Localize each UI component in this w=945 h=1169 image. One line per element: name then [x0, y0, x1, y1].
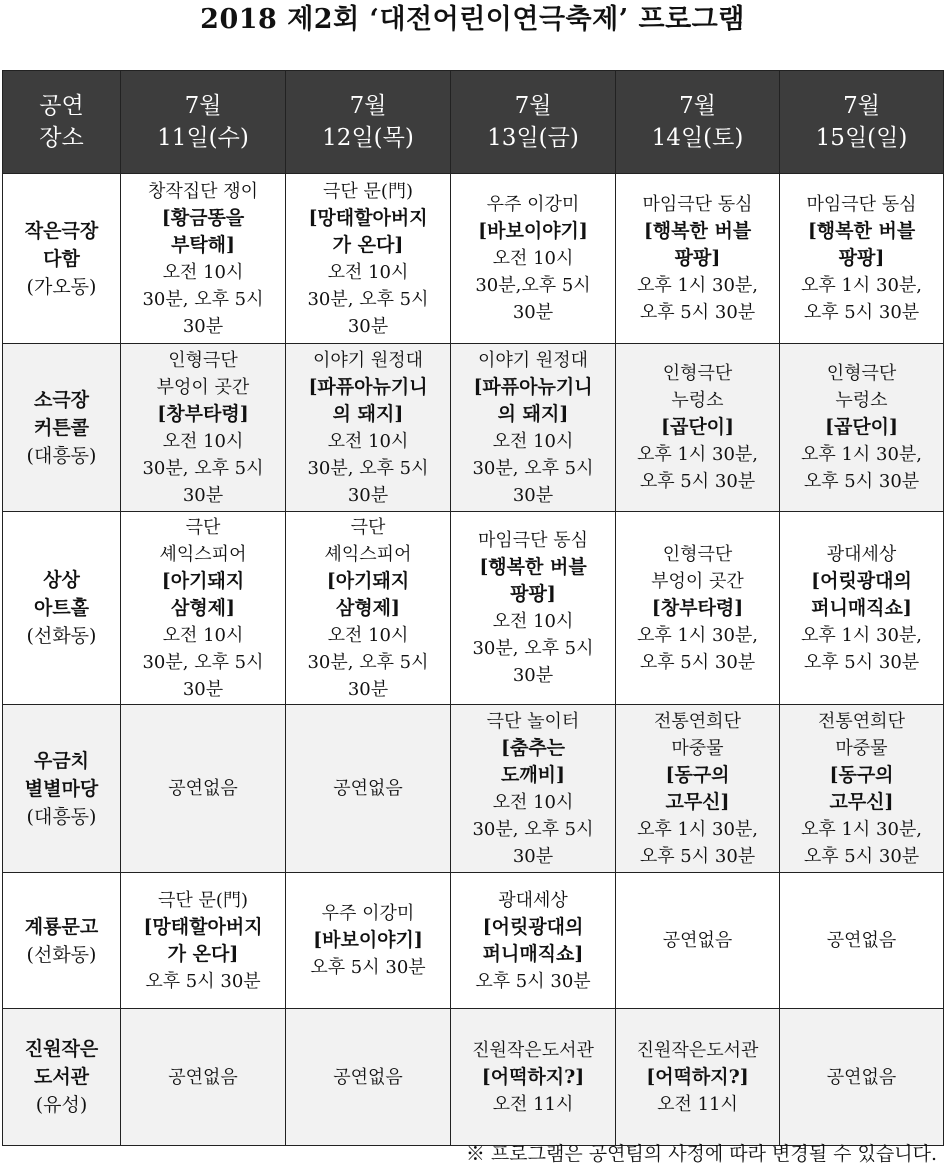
- company-name: 극단 놀이터: [486, 710, 580, 732]
- show-time: 오전 10시: [162, 430, 244, 452]
- show-title: [바보이야기]: [313, 929, 423, 951]
- show-title: [어떡하지?]: [481, 1065, 585, 1088]
- venue-cell: [3, 705, 121, 873]
- show-time: 30분, 오후 5시: [142, 651, 264, 673]
- show-time: 30분: [347, 678, 389, 700]
- venue-name-text: 커튼콜: [33, 416, 90, 439]
- show-title: 삼형제]: [335, 596, 401, 619]
- venue-name-text: 도서관: [33, 1066, 90, 1088]
- show-time: 오전 11시: [657, 1093, 738, 1115]
- table-row: [3, 705, 944, 873]
- company-name: 우주 이강미: [486, 194, 580, 215]
- show-time: 오후 5시 30분: [145, 970, 261, 992]
- schedule-cell: [451, 174, 616, 344]
- schedule-cell: [286, 1009, 451, 1146]
- show-time: 30분: [347, 315, 389, 337]
- show-time: 30분, 오후 5시: [472, 818, 594, 840]
- schedule-cell: [121, 705, 286, 873]
- company-name: 마임극단 동심: [477, 530, 589, 551]
- schedule-cell: [121, 344, 286, 512]
- company-name: 인형극단: [826, 363, 897, 384]
- show-title: [어릿광대의: [811, 569, 912, 592]
- show-time: 오후 1시 30분,: [636, 624, 759, 646]
- show-time: 30분: [512, 302, 554, 323]
- header-day-line: 7월: [843, 93, 880, 119]
- header-row: [3, 71, 944, 174]
- header-day-line: 7월: [679, 93, 716, 119]
- show-time: 30분,오후 5시: [475, 275, 591, 296]
- company-name: 창작집단 쟁이: [147, 180, 259, 202]
- show-title: [곱단이]: [660, 416, 735, 438]
- show-time: 30분, 오후 5시: [307, 288, 429, 310]
- venue-name: [7, 594, 116, 622]
- schedule-cell: [451, 1009, 616, 1146]
- schedule-cell: [780, 174, 944, 344]
- venue-name-text: 작은극장: [24, 219, 99, 242]
- schedule-cell: [121, 1009, 286, 1146]
- header-venue-line: 장소: [39, 125, 84, 151]
- schedule-cell: [286, 174, 451, 344]
- show-title: [망태할아버지: [143, 915, 263, 938]
- show-time: 오후 1시 30분,: [636, 818, 759, 840]
- show-time: 오전 10시: [327, 430, 409, 452]
- show-title: [파퓨아뉴기니: [308, 375, 428, 398]
- program-table: [2, 70, 944, 1146]
- show-title: 팡팡]: [674, 247, 721, 269]
- show-time: 오후 5시 30분: [803, 302, 920, 323]
- schedule-cell: [780, 705, 944, 873]
- show-time: 오전 10시: [492, 248, 574, 269]
- venue-name-text: 별별마당: [24, 777, 99, 800]
- schedule-cell: [616, 1009, 780, 1146]
- company-name: 진원작은도서관: [472, 1039, 594, 1061]
- header-day: [286, 71, 451, 174]
- show-time: 오후 1시 30분,: [800, 275, 923, 296]
- company-name: 마중물: [671, 737, 724, 759]
- show-title: 가 온다]: [332, 233, 404, 256]
- venue-cell: [3, 1009, 121, 1146]
- venue-name-text: 다함: [43, 247, 80, 270]
- schedule-cell: [616, 344, 780, 512]
- company-name: 진원작은도서관: [636, 1039, 759, 1061]
- show-title: [동구의: [665, 763, 730, 786]
- show-time: 오후 5시 30분: [475, 970, 591, 992]
- company-name: 인형극단: [662, 363, 733, 384]
- company-name: 극단: [185, 516, 221, 538]
- show-time: 30분: [512, 845, 554, 867]
- show-time: 30분: [512, 665, 554, 686]
- venue-name: [7, 913, 116, 941]
- venue-name: [7, 245, 116, 273]
- company-name: 부엉이 곳간: [156, 376, 250, 398]
- venue-name: [7, 1063, 116, 1091]
- schedule-cell: [286, 344, 451, 512]
- show-time: 오후 1시 30분,: [636, 444, 759, 465]
- show-title: [행복한 버블: [643, 220, 752, 242]
- header-day-line: 15일(일): [815, 125, 908, 151]
- company-name: 부엉이 곳간: [651, 570, 744, 592]
- company-name: 인형극단: [662, 543, 733, 565]
- show-time: 오전 10시: [327, 624, 409, 646]
- no-performance: 공연없음: [662, 930, 733, 951]
- company-name: 인형극단: [168, 349, 238, 371]
- show-time: 30분, 오후 5시: [142, 288, 264, 310]
- table-row: [3, 1009, 944, 1146]
- header-venue: [3, 71, 121, 174]
- venue-name: [7, 1035, 116, 1063]
- header-day-line: 7월: [514, 93, 552, 119]
- venue-name-text: 소극장: [33, 388, 90, 411]
- show-title: [행복한 버블: [479, 556, 587, 578]
- company-name: 극단 문(門): [323, 180, 413, 202]
- no-performance: 공연없음: [333, 1066, 403, 1088]
- no-performance: 공연없음: [826, 930, 897, 951]
- table-row: [3, 512, 944, 705]
- show-title: 가 온다]: [167, 942, 239, 965]
- show-time: 오전 10시: [162, 624, 244, 646]
- schedule-cell: [616, 873, 780, 1009]
- venue-name: [7, 386, 116, 414]
- header-day: [780, 71, 944, 174]
- show-time: 오후 5시 30분: [639, 302, 756, 323]
- schedule-cell: [616, 174, 780, 344]
- company-name: 전통연희단: [654, 710, 741, 732]
- header-day-line: 11일(수): [157, 125, 249, 151]
- show-title: 도깨비]: [500, 763, 566, 786]
- schedule-cell: [451, 873, 616, 1009]
- schedule-cell: [780, 344, 944, 512]
- show-title: [행복한 버블: [807, 220, 916, 242]
- show-time: 오전 11시: [492, 1093, 574, 1115]
- header-day: [616, 71, 780, 174]
- venue-name: [7, 747, 116, 775]
- show-title: [동구의: [829, 763, 894, 786]
- company-name: 우주 이강미: [321, 903, 415, 924]
- show-title: 의 돼지]: [497, 402, 569, 425]
- show-title: 고무신]: [665, 790, 730, 813]
- company-name: 누렁소: [671, 390, 724, 411]
- header-day: [121, 71, 286, 174]
- show-time: 오후 5시 30분: [803, 651, 920, 673]
- show-title: [춤추는: [500, 736, 566, 759]
- schedule-cell: [451, 344, 616, 512]
- show-time: 오후 5시 30분: [310, 957, 426, 978]
- schedule-cell: [780, 1009, 944, 1146]
- show-time: 오후 5시 30분: [639, 845, 756, 867]
- show-title: 고무신]: [829, 790, 894, 813]
- schedule-cell: [451, 705, 616, 873]
- schedule-cell: [616, 512, 780, 705]
- show-time: 30분, 오후 5시: [472, 638, 594, 659]
- show-title: 퍼니매직쇼]: [811, 596, 912, 619]
- venue-district: (유성): [35, 1094, 88, 1116]
- venue-name-text: 상상: [43, 569, 80, 591]
- venue-district: (대흥동): [26, 444, 97, 467]
- venue-name: [7, 566, 116, 594]
- show-title: [황금똥을: [161, 206, 245, 229]
- show-time: 오후 1시 30분,: [636, 275, 759, 296]
- show-time: 오전 10시: [492, 430, 574, 452]
- company-name: 이야기 원정대: [477, 349, 589, 371]
- show-title: 부탁해]: [170, 233, 236, 256]
- show-title: 팡팡]: [838, 247, 885, 269]
- show-time: 오후 1시 30분,: [800, 818, 923, 840]
- show-time: 30분, 오후 5시: [307, 457, 429, 479]
- company-name: 광대세상: [826, 543, 897, 565]
- header-day-line: 12일(목): [322, 125, 414, 151]
- company-name: 마중물: [835, 737, 888, 759]
- venue-cell: [3, 512, 121, 705]
- schedule-cell: [286, 873, 451, 1009]
- no-performance: 공연없음: [826, 1066, 897, 1088]
- show-title: [창부타령]: [157, 402, 249, 425]
- show-time: 오후 1시 30분,: [800, 624, 923, 646]
- show-time: 오전 10시: [492, 791, 574, 813]
- schedule-cell: [616, 705, 780, 873]
- company-name: 마임극단 동심: [642, 194, 753, 215]
- venue-name: [7, 775, 116, 803]
- venue-name-text: 우금치: [33, 749, 90, 772]
- venue-cell: [3, 873, 121, 1009]
- show-time: 오후 5시 30분: [639, 471, 756, 492]
- venue-name: [7, 414, 116, 442]
- show-title: 삼형제]: [170, 596, 236, 619]
- show-time: 오전 10시: [162, 261, 244, 283]
- company-name: 전통연희단: [818, 710, 905, 732]
- show-time: 오전 10시: [327, 261, 409, 283]
- page-title: 2018 제2회 ‘대전어린이연극축제’ 프로그램: [200, 4, 745, 35]
- show-title: [아기돼지: [326, 569, 410, 592]
- no-performance: 공연없음: [333, 778, 403, 799]
- show-title: [망태할아버지: [308, 206, 428, 229]
- header-day-line: 13일(금): [487, 125, 579, 151]
- table-row: [3, 873, 944, 1009]
- header-day-line: 14일(토): [651, 125, 744, 151]
- header-day-line: 7월: [349, 93, 387, 119]
- venue-name-text: 계룡문고: [24, 915, 99, 938]
- venue-district: (가오동): [26, 275, 97, 298]
- header-day: [451, 71, 616, 174]
- company-name: 광대세상: [498, 889, 568, 911]
- venue-cell: [3, 344, 121, 512]
- show-time: 30분, 오후 5시: [307, 651, 429, 673]
- schedule-cell: [780, 873, 944, 1009]
- header-day-line: 7월: [184, 93, 222, 119]
- schedule-cell: [451, 512, 616, 705]
- show-title: [곱단이]: [824, 416, 899, 438]
- company-name: 셰익스피어: [324, 543, 412, 565]
- show-title: [어릿광대의: [482, 915, 584, 938]
- company-name: 셰익스피어: [159, 543, 247, 565]
- schedule-cell: [121, 174, 286, 344]
- show-time: 30분: [182, 484, 224, 506]
- company-name: 마임극단 동심: [806, 194, 917, 215]
- show-time: 30분, 오후 5시: [472, 457, 594, 479]
- show-time: 30분: [182, 315, 224, 337]
- show-time: 오후 5시 30분: [803, 471, 920, 492]
- no-performance: 공연없음: [168, 1066, 238, 1088]
- venue-district: (선화동): [26, 625, 97, 647]
- header-venue-line: 공연: [39, 93, 84, 119]
- show-time: 오후 1시 30분,: [800, 444, 923, 465]
- show-time: 오후 5시 30분: [803, 845, 920, 867]
- show-title: [아기돼지: [161, 569, 245, 592]
- no-performance: 공연없음: [168, 778, 238, 799]
- show-time: 30분, 오후 5시: [142, 457, 264, 479]
- show-time: 30분: [512, 484, 554, 506]
- venue-name: [7, 217, 116, 245]
- show-title: 팡팡]: [510, 583, 556, 605]
- schedule-cell: [121, 873, 286, 1009]
- show-title: [파퓨아뉴기니: [473, 375, 593, 398]
- show-title: [어떡하지?]: [646, 1065, 749, 1088]
- table-row: [3, 174, 944, 344]
- show-title: [바보이야기]: [478, 220, 588, 242]
- show-time: 오전 10시: [492, 611, 574, 632]
- show-time: 30분: [182, 678, 224, 700]
- schedule-cell: [286, 705, 451, 873]
- show-time: 30분: [347, 484, 389, 506]
- company-name: 누렁소: [835, 390, 888, 411]
- venue-district: (대흥동): [26, 805, 97, 828]
- schedule-cell: [286, 512, 451, 705]
- show-title: 의 돼지]: [332, 402, 404, 425]
- show-time: 오후 5시 30분: [639, 651, 756, 673]
- schedule-cell: [780, 512, 944, 705]
- table-row: [3, 344, 944, 512]
- company-name: 이야기 원정대: [312, 349, 424, 371]
- venue-cell: [3, 174, 121, 344]
- schedule-cell: [121, 512, 286, 705]
- program-body: [3, 174, 944, 1146]
- company-name: 극단: [350, 516, 386, 538]
- venue-name-text: 아트홀: [33, 597, 90, 619]
- company-name: 극단 문(門): [158, 889, 248, 911]
- show-title: 퍼니매직쇼]: [482, 942, 584, 965]
- venue-name-text: 진원작은: [24, 1038, 99, 1060]
- venue-district: (선화동): [26, 943, 97, 966]
- show-title: [창부타령]: [651, 596, 744, 619]
- footnote: ※ 프로그램은 공연팀의 사정에 따라 변경될 수 있습니다.: [465, 1143, 937, 1165]
